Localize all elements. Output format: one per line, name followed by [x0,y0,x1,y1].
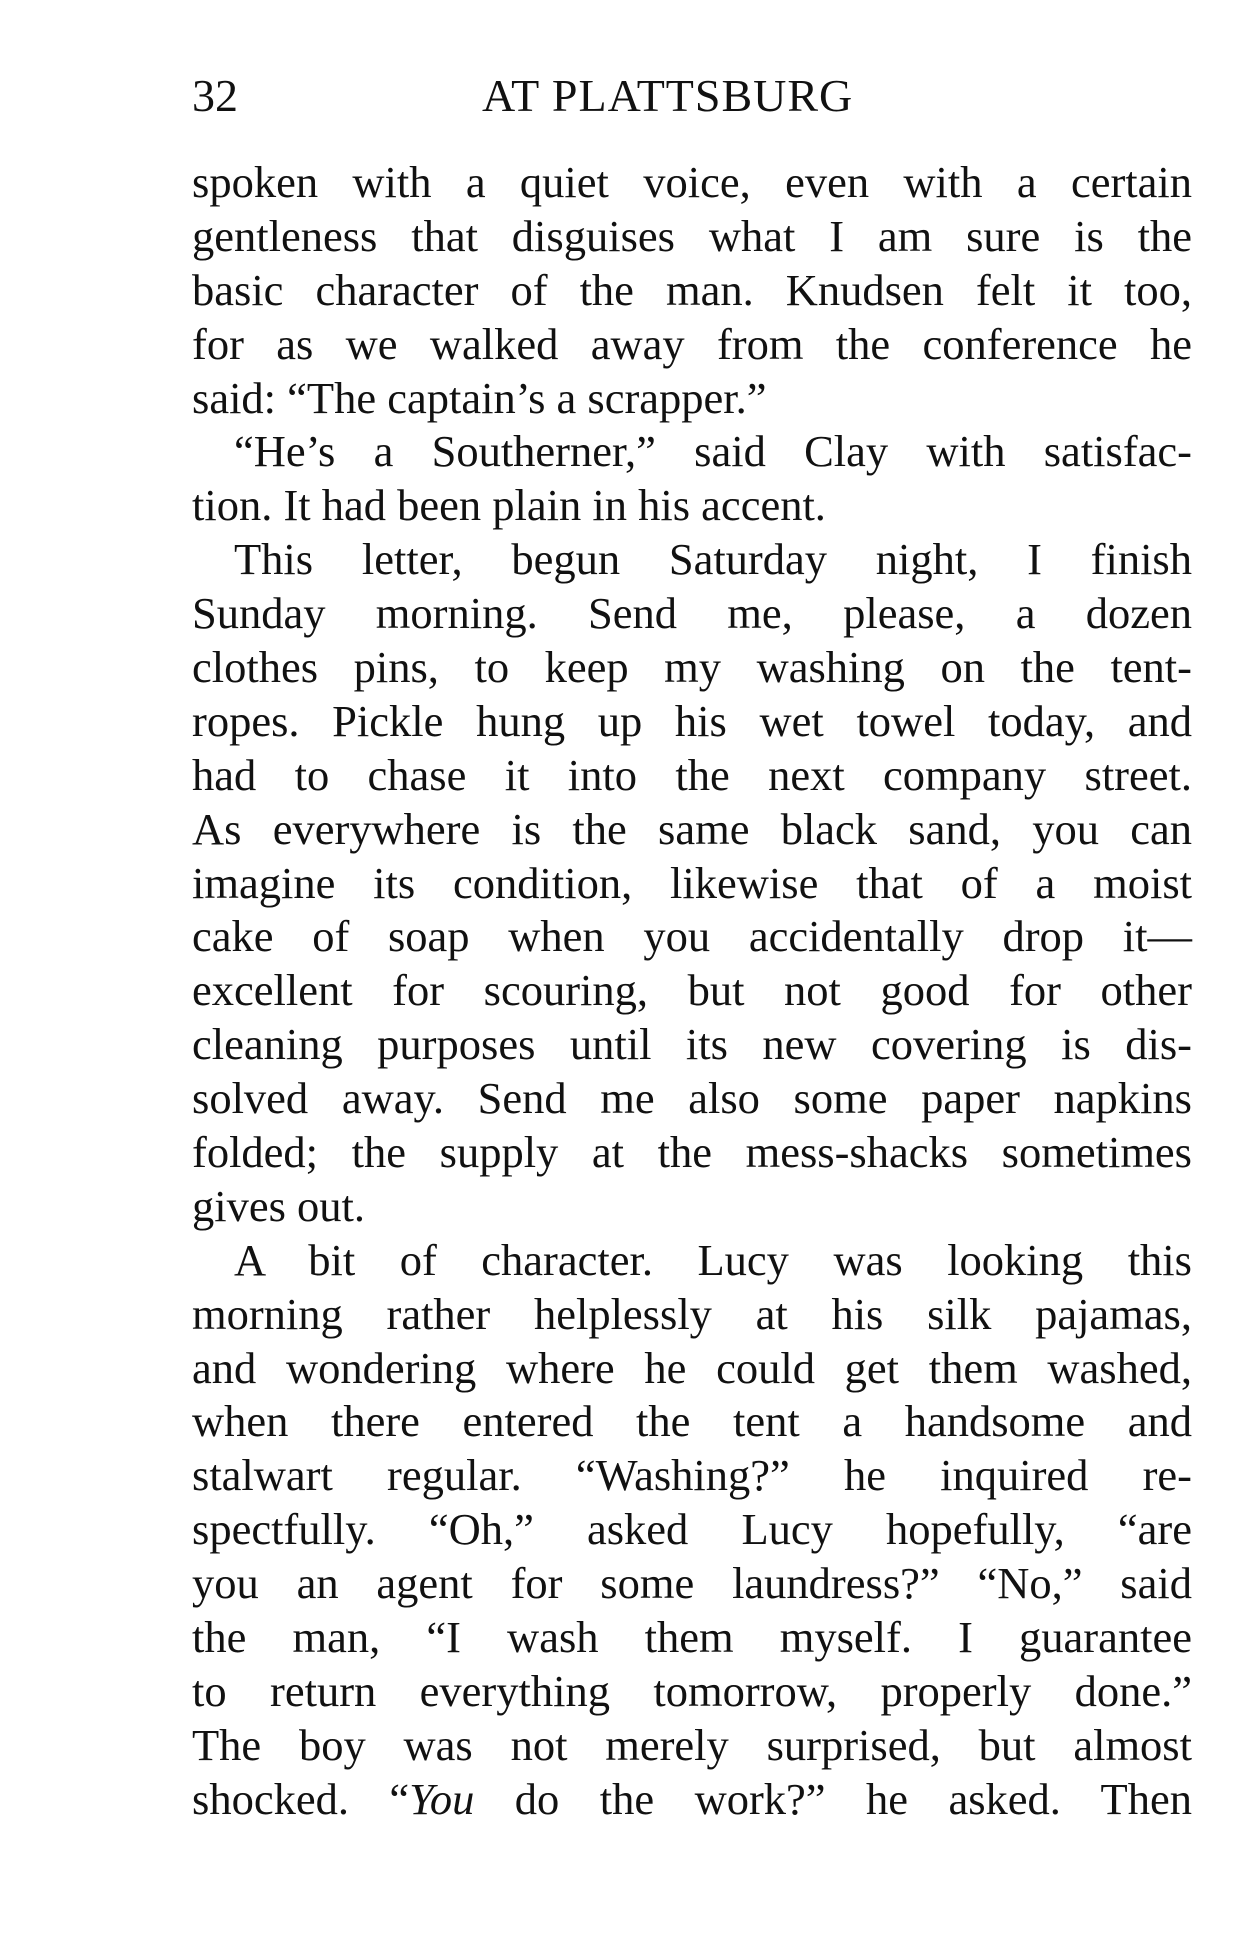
text-line: “He’s a Southerner,” said Clay with satisfac- [234,426,1192,477]
text-line: As everywhere is the same black sand, you can [192,803,1192,854]
text-line: A bit of character. Lucy was looking this [234,1234,1192,1285]
text-line: folded; the supply at the mess-shacks sometimes [192,1127,1192,1178]
text-line: spectfully. “Oh,” asked Lucy hopefully, “are [192,1504,1192,1555]
text-line: you an agent for some laundress?” “No,” said [192,1558,1192,1609]
text-line: gentleness that disguises what I am sure is the [192,210,1192,261]
text-line: ropes. Pickle hung up his wet towel today, and [192,695,1192,746]
text-line: morning rather helplessly at his silk pajamas, [192,1288,1192,1339]
text-line: solved away. Send me also some paper napkins [192,1073,1192,1124]
text-line: spoken with a quiet voice, even with a certain [192,157,1192,207]
text-line: when there entered the tent a handsome and [192,1396,1192,1447]
text-run: do the work?” he asked. Then [474,1773,1192,1824]
text-line: had to chase it into the next company street. [192,749,1192,800]
running-title: AT PLATTSBURG [482,70,854,121]
text-line: cake of soap when you accidentally drop it— [192,911,1192,962]
body-text [192,156,1192,1827]
text-line: basic character of the man. Knudsen felt it too, [192,264,1192,315]
text-line: stalwart regular. “Washing?” he inquired re- [192,1450,1192,1501]
text-line: tion. It had been plain in his accent. [192,480,826,531]
text-line: Sunday morning. Send me, please, a dozen [192,588,1192,639]
text-line: excellent for scouring, but not good for other [192,965,1192,1016]
text-line: The boy was not merely surprised, but almost [192,1719,1192,1770]
text-line: imagine its condition, likewise that of a moist [192,857,1192,908]
page-number: 32 [192,70,238,121]
text-line: cleaning purposes until its new covering is dis- [192,1019,1192,1070]
text-line: gives out. [192,1180,366,1231]
text-line: and wondering where he could get them washed, [192,1342,1192,1393]
text-line: This letter, begun Saturday night, I finish [234,534,1192,585]
emphasized-word: You [409,1773,475,1824]
text-run: shocked. “ [192,1773,410,1824]
text-line: the man, “I wash them myself. I guarantee [192,1612,1192,1663]
text-line: to return everything tomorrow, properly done.” [192,1665,1192,1716]
text-line: said: “The captain’s a scrapper.” [192,372,767,423]
page-header [192,66,1194,126]
text-line-last [192,1773,1192,1827]
text-line: for as we walked away from the conference he [192,318,1192,369]
text-line: clothes pins, to keep my washing on the tent- [192,642,1192,693]
